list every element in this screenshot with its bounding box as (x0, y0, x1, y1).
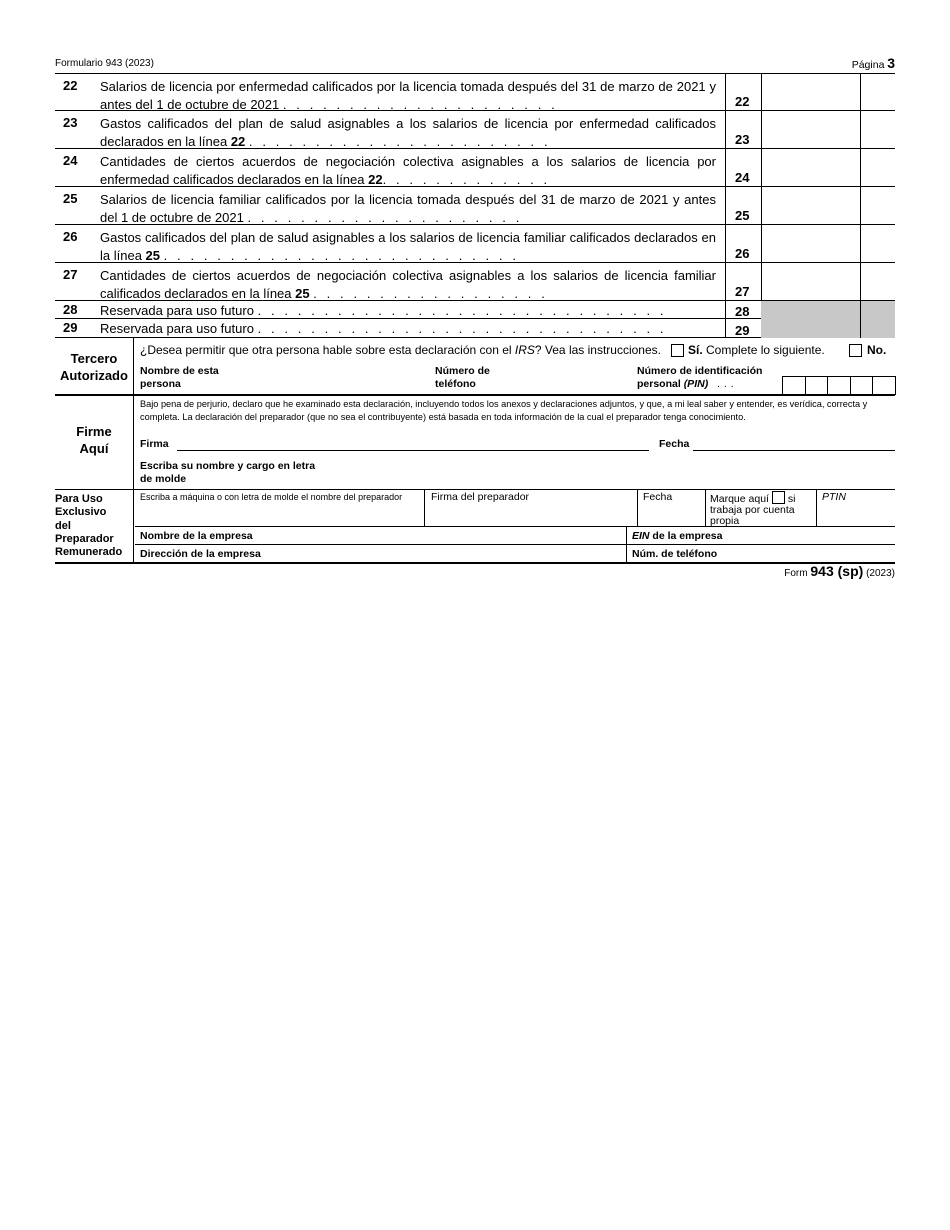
line-25-box: 25 (725, 187, 762, 225)
line-23: 23 Gastos calificados del plan de salud asignables a los salarios de licencia por enfermedad calificados declarados en la línea 22 ....................... 23 (55, 111, 895, 149)
designee-pin-label: Número de identificación personal (PIN) ... (637, 365, 763, 390)
yes-label: Sí. Complete lo siguiente. (688, 343, 825, 357)
third-party-label: Tercero Autorizado (55, 338, 134, 394)
line-27-amount[interactable] (761, 263, 861, 301)
line-23-description: Gastos calificados del plan de salud asignables a los salarios de licencia por enfermedad calificados declarados en la línea 22 ....................... (100, 116, 716, 149)
sign-date-label: Fecha (659, 438, 690, 450)
preparer-name-label: Escriba a máquina o con letra de molde el nombre del preparador (140, 492, 403, 502)
firm-ein-label: EIN de la empresa (632, 530, 723, 542)
line-26-amount[interactable] (761, 225, 861, 263)
sign-here-label: Firme Aquí (55, 396, 134, 489)
yes-checkbox[interactable] (671, 342, 684, 360)
line-29-amount-shaded (761, 319, 861, 338)
line-29: 29 Reservada para uso futuro ............................... 29 (55, 319, 895, 338)
line-28-amount-shaded (761, 301, 861, 319)
self-employed-label: Marque aquí si trabaja por cuenta propia (710, 493, 796, 527)
third-party-question: ¿Desea permitir que otra persona hable sobre esta declaración con el IRS? Vea las instrucciones. (140, 343, 661, 357)
divider (626, 527, 627, 563)
self-employed-checkbox[interactable] (772, 491, 785, 504)
divider (816, 490, 817, 526)
line-24: 24 Cantidades de ciertos acuerdos de negociación colectiva asignables a los salarios de licencia por enfermedad calificados declarados en la línea 22............. 24 (55, 149, 895, 187)
line-22: 22 Salarios de licencia por enfermedad calificados por la licencia tomada después del 31 de marzo de 2021 y antes del 1 de octubre de 2021 ..................... 22 (55, 74, 895, 111)
sign-date-line[interactable] (693, 436, 895, 451)
no-checkbox[interactable] (849, 342, 862, 360)
preparer-signature-label: Firma del preparador (431, 491, 530, 503)
paid-preparer-label: Para Uso Exclusivo del Preparador Remunerado (55, 490, 134, 563)
line-25-description: Salarios de licencia familiar calificados por la licencia tomada después del 31 de marzo de 2021 y antes del 1 de octubre de 2021 ..................... (100, 192, 716, 225)
line-23-cents[interactable] (861, 111, 895, 149)
line-28: 28 Reservada para uso futuro ............................... 28 (55, 301, 895, 319)
line-25-amount[interactable] (761, 187, 861, 225)
line-25: 25 Salarios de licencia familiar calificados por la licencia tomada después del 31 de marzo de 2021 y antes del 1 de octubre de 2021 ..................... 25 (55, 187, 895, 225)
line-27-box: 27 (725, 263, 762, 301)
line-22-cents[interactable] (861, 74, 895, 111)
line-22-box: 22 (725, 74, 762, 111)
line-22-amount[interactable] (761, 74, 861, 111)
line-22-description: Salarios de licencia por enfermedad calificados por la licencia tomada después del 31 de marzo de 2021 y antes del 1 de octubre de 2021 ..................... (100, 79, 716, 112)
divider (637, 490, 638, 526)
pin-input[interactable] (782, 376, 896, 395)
paid-preparer-section (55, 489, 895, 563)
line-25-cents[interactable] (861, 187, 895, 225)
form-title: Formulario 943 (2023) (55, 58, 154, 69)
ptin-label: PTIN (822, 491, 846, 503)
line-24-description: Cantidades de ciertos acuerdos de negociación colectiva asignables a los salarios de licencia por enfermedad calificados declarados en la línea 22............. (100, 154, 716, 187)
line-27-description: Cantidades de ciertos acuerdos de negociación colectiva asignables a los salarios de licencia familiar calificados declarados en la línea 25 .................. (100, 268, 716, 301)
firm-name-label: Nombre de la empresa (140, 530, 253, 542)
bottom-rule (55, 562, 895, 564)
line-28-cents-shaded (861, 301, 895, 319)
line-24-cents[interactable] (861, 149, 895, 187)
line-27: 27 Cantidades de ciertos acuerdos de negociación colectiva asignables a los salarios de licencia familiar calificados declarados en la línea 25 .................. 27 (55, 263, 895, 301)
preparer-phone-label: Núm. de teléfono (632, 548, 718, 560)
line-24-amount[interactable] (761, 149, 861, 187)
line-27-cents[interactable] (861, 263, 895, 301)
third-party-section (55, 338, 895, 394)
perjury-declaration: Bajo pena de perjurio, declaro que he examinado esta declaración, incluyendo todos los anexos y declaraciones adjuntos, y que, a mi leal saber y entender, es verídica, correcta y completa. La declaración del preparador (que no sea el contribuyente) está basada en toda información de la cual el preparador tenga conocimiento. (140, 399, 868, 422)
firm-address-label: Dirección de la empresa (140, 548, 261, 560)
divider (424, 490, 425, 526)
line-26-box: 26 (725, 225, 762, 263)
signature-label: Firma (140, 438, 169, 450)
line-23-amount[interactable] (761, 111, 861, 149)
designee-phone-label: Número de teléfono (435, 365, 490, 390)
preparer-date-label: Fecha (643, 491, 673, 503)
line-29-box: 29 (725, 319, 762, 338)
line-23-box: 23 (725, 111, 762, 149)
line-28-box: 28 (725, 301, 762, 319)
line-24-box: 24 (725, 149, 762, 187)
form-footer: Form 943 (sp) (2023) (784, 563, 895, 579)
sign-here-section (55, 394, 895, 489)
line-28-description: Reservada para uso futuro ............................... (100, 303, 674, 318)
divider (705, 490, 706, 526)
name-title-label: Escriba su nombre y cargo en letra de molde (140, 460, 316, 485)
line-29-description: Reservada para uso futuro ............................... (100, 321, 674, 336)
page-number: Página 3 (851, 55, 895, 71)
signature-line[interactable] (177, 436, 649, 451)
line-26-cents[interactable] (861, 225, 895, 263)
no-label: No. (867, 343, 887, 357)
form-page (55, 55, 895, 579)
line-items (55, 74, 895, 338)
line-29-cents-shaded (861, 319, 895, 338)
line-26: 26 Gastos calificados del plan de salud asignables a los salarios de licencia familiar calificados declarados en la línea 25 ........................... 26 (55, 225, 895, 263)
page-header (55, 55, 895, 74)
line-26-description: Gastos calificados del plan de salud asignables a los salarios de licencia familiar calificados declarados en la línea 25 ........................... (100, 230, 716, 263)
designee-name-label: Nombre de esta persona (140, 365, 219, 390)
